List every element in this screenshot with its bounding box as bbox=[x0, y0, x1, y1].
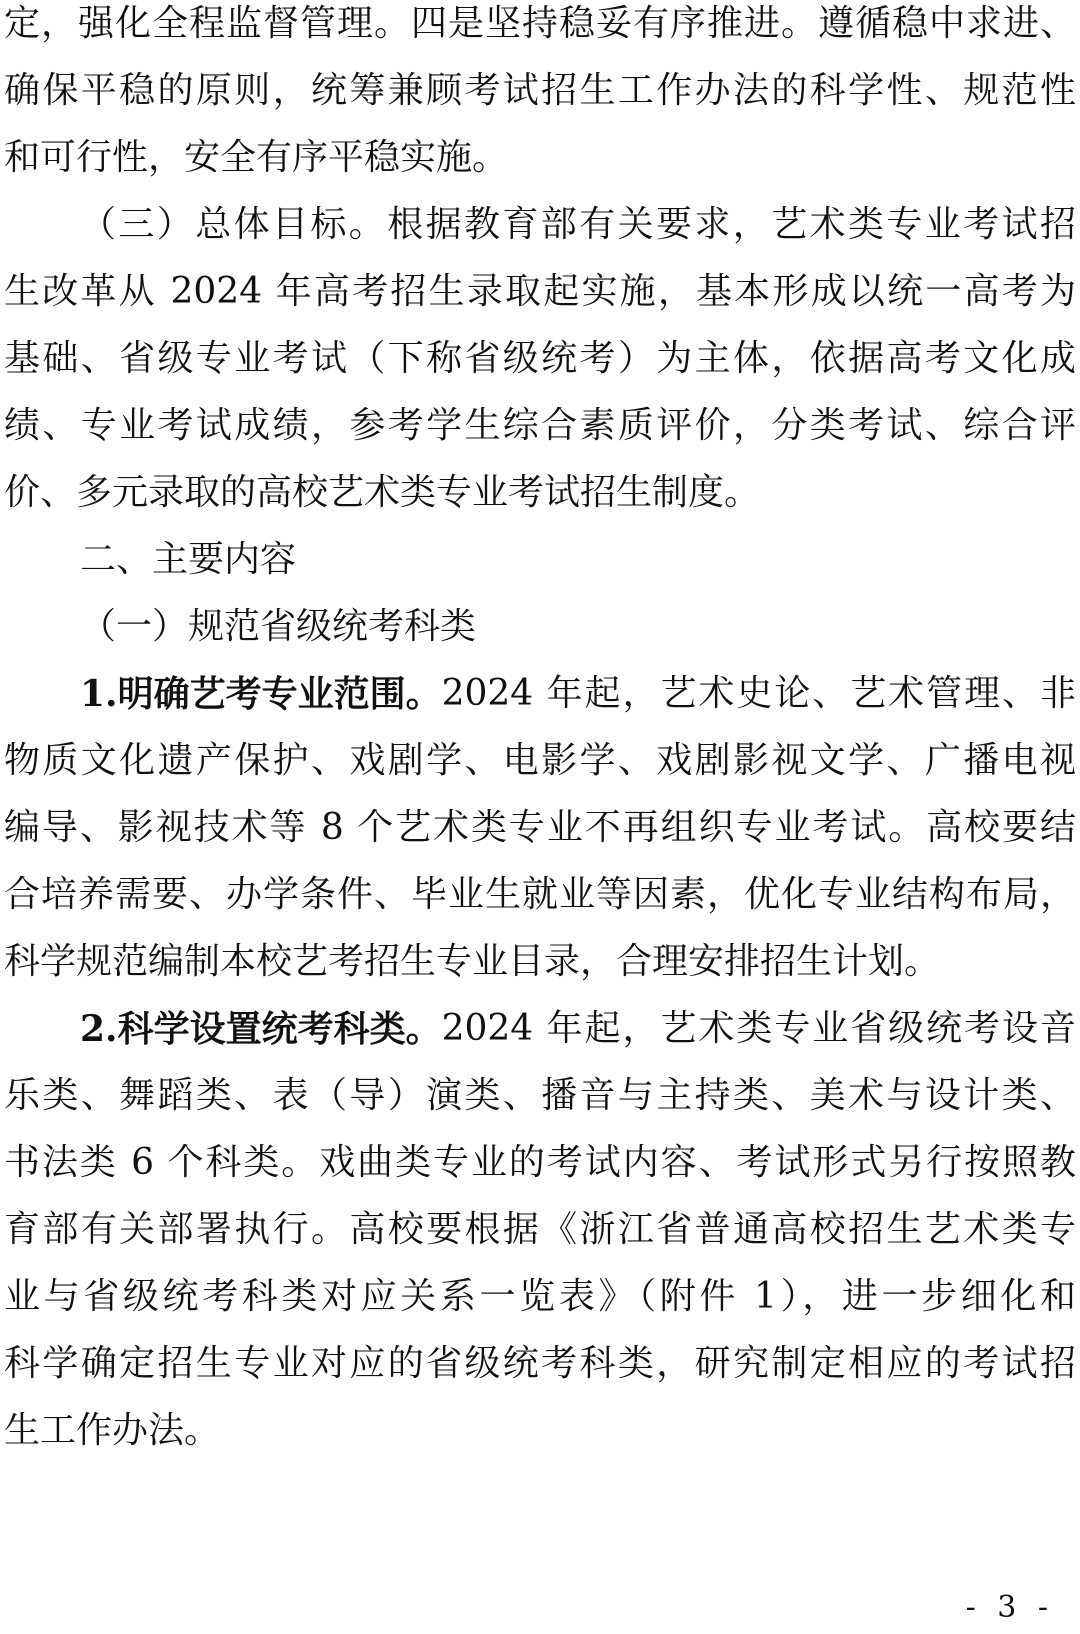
item-title: 1.明确艺考专业范围。 bbox=[80, 673, 442, 715]
text-line: 2024 年起，艺术史论、艺术管理、非 bbox=[441, 673, 1076, 714]
text-line: 编导、影视技术等 8 个艺术类专业不再组织专业考试。高校要结 bbox=[4, 807, 1076, 848]
text-line: 科学确定招生专业对应的省级统考科类，研究制定相应的考试招 bbox=[4, 1343, 1076, 1384]
text-line: 业与省级统考科类对应关系一览表》（附件 1），进一步细化和 bbox=[4, 1276, 1076, 1317]
text-line: 乐类、舞蹈类、表（导）演类、播音与主持类、美术与设计类、 bbox=[4, 1075, 1076, 1116]
text-line: 生改革从 2024 年高考招生录取起实施，基本形成以统一高考为 bbox=[4, 271, 1076, 312]
text-line: 和可行性，安全有序平稳实施。 bbox=[4, 137, 509, 178]
item-heading-line bbox=[80, 672, 1076, 716]
text-line: 定，强化全程监督管理。四是坚持稳妥有序推进。遵循稳中求进、 bbox=[4, 3, 1076, 44]
text-line: 育部有关部署执行。高校要根据《浙江省普通高校招生艺术类专 bbox=[4, 1209, 1076, 1250]
section-heading-overall-goal: （三）总体目标。根据教育部有关要求，艺术类专业考试招 bbox=[80, 204, 1076, 245]
text-line: 物质文化遗产保护、戏剧学、电影学、戏剧影视文学、广播电视 bbox=[4, 740, 1076, 781]
text-line: 2024 年起，艺术类专业省级统考设音 bbox=[441, 1008, 1076, 1049]
text-line: 生工作办法。 bbox=[4, 1410, 221, 1451]
text-line: 确保平稳的原则，统筹兼顾考试招生工作办法的科学性、规范性 bbox=[4, 70, 1076, 111]
page-number: - 3 - bbox=[965, 1590, 1054, 1625]
text-line: 科学规范编制本校艺考招生专业目录，合理安排招生计划。 bbox=[4, 941, 941, 982]
item-heading-line bbox=[80, 1007, 1076, 1051]
text-line: 绩、专业考试成绩，参考学生综合素质评价，分类考试、综合评 bbox=[4, 405, 1076, 446]
section-heading-main-content: 二、主要内容 bbox=[80, 539, 297, 580]
text-line: 价、多元录取的高校艺术类专业考试招生制度。 bbox=[4, 472, 761, 513]
text-line: 合培养需要、办学条件、毕业生就业等因素，优化专业结构布局， bbox=[4, 874, 1076, 915]
text-line: 基础、省级专业考试（下称省级统考）为主体，依据高考文化成 bbox=[4, 338, 1076, 379]
subsection-heading-standardize-categories: （一）规范省级统考科类 bbox=[80, 606, 477, 647]
text-line: 书法类 6 个科类。戏曲类专业的考试内容、考试形式另行按照教 bbox=[4, 1142, 1076, 1183]
item-title: 2.科学设置统考科类。 bbox=[80, 1008, 442, 1050]
